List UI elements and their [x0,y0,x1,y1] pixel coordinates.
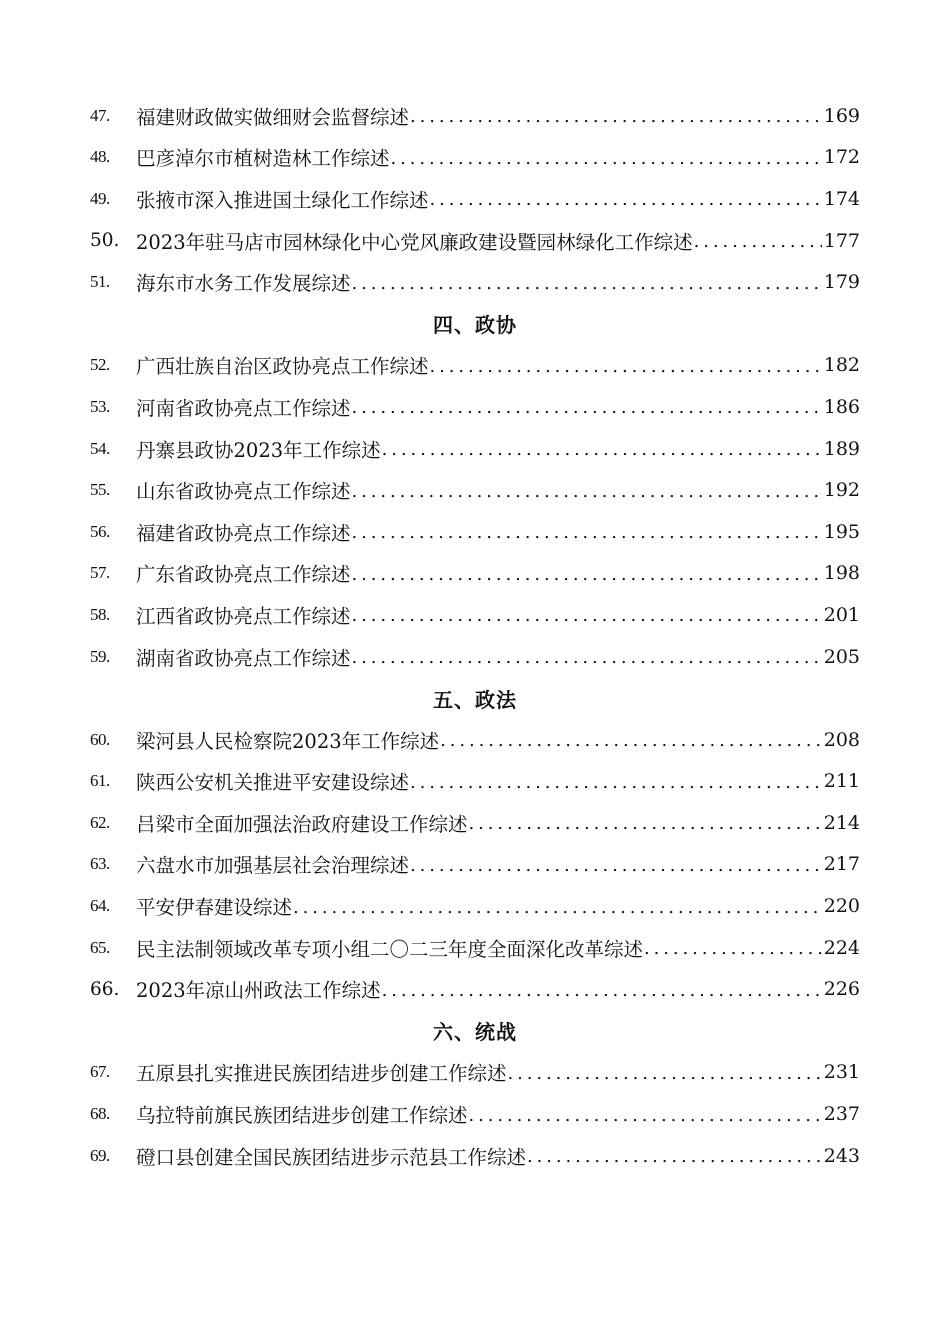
entry-page-number: 169 [823,104,860,127]
entry-number: 53. [90,396,110,416]
entry-number: 49. [90,188,110,208]
entry-page-number: 182 [823,354,860,377]
toc-entry[interactable] [90,844,860,886]
entry-page-number: 201 [823,603,860,626]
entry-title: 广东省政协亮点工作综述 [136,563,351,587]
entry-title: 湖南省政协亮点工作综述 [136,646,351,670]
dot-leader [527,1146,822,1167]
dot-leader [382,980,822,1001]
section-heading: 六、统战 [433,1020,517,1045]
entry-page-number: 179 [823,271,860,294]
entry-page-number: 224 [823,936,860,959]
entry-number: 52. [90,355,110,375]
toc-entry[interactable] [90,469,860,511]
dot-leader [410,855,822,876]
entry-title: 梁河县人民检察院2023年工作综述 [136,729,440,753]
entry-page-number: 208 [823,728,860,751]
entry-title: 河南省政协亮点工作综述 [136,396,351,420]
entry-title: 2023年凉山州政法工作综述 [136,979,381,1003]
entry-title: 巴彦淖尔市植树造林工作综述 [136,147,390,171]
entry-page-number: 192 [823,479,860,502]
toc-entry[interactable] [90,1135,860,1177]
toc-entry[interactable] [90,594,860,636]
entry-number: 58. [90,604,110,624]
entry-title: 民主法制领域改革专项小组二〇二三年度全面深化改革综述 [136,937,644,961]
toc-entry[interactable] [90,1093,860,1135]
toc-entry[interactable] [90,1052,860,1094]
toc-entry[interactable] [90,220,860,262]
dot-leader [644,938,822,959]
dot-leader [352,564,822,585]
entry-title: 江西省政协亮点工作综述 [136,604,351,628]
toc-entry[interactable] [90,636,860,678]
entry-title: 海东市水务工作发展综述 [136,272,351,296]
entry-title: 山东省政协亮点工作综述 [136,480,351,504]
entry-page-number: 211 [823,770,860,793]
entry-number: 54. [90,438,110,458]
toc-entry[interactable] [90,511,860,553]
entry-page-number: 195 [823,520,860,543]
toc-entry[interactable] [90,345,860,387]
entry-page-number: 177 [823,229,860,252]
entry-number: 61. [90,771,110,791]
toc-entry[interactable] [90,761,860,803]
entry-page-number: 174 [823,187,860,210]
section-heading: 五、政法 [433,687,517,712]
toc-entry[interactable] [90,137,860,179]
entry-title: 五原县扎实推进民族团结进步创建工作综述 [136,1062,507,1086]
entry-title: 平安伊春建设综述 [136,896,293,920]
entry-page-number: 231 [823,1061,860,1084]
entry-number: 59. [90,646,110,666]
section-heading: 四、政协 [433,313,517,338]
entry-page-number: 237 [823,1103,860,1126]
toc-entry[interactable] [90,553,860,595]
entry-page-number: 172 [823,146,860,169]
entry-page-number: 214 [823,811,860,834]
dot-leader [352,647,822,668]
dot-leader [352,522,822,543]
dot-leader [352,273,822,294]
entry-page-number: 243 [823,1144,860,1167]
entry-title: 广西壮族自治区政协亮点工作综述 [136,355,429,379]
entry-title: 丹寨县政协2023年工作综述 [136,438,381,462]
toc-entry[interactable] [90,178,860,220]
entry-number: 48. [90,147,110,167]
dot-leader [352,605,822,626]
entry-number: 63. [90,854,110,874]
table-of-contents [90,95,860,1176]
dot-leader [440,730,822,751]
entry-title: 磴口县创建全国民族团结进步示范县工作综述 [136,1145,527,1169]
toc-entry[interactable] [90,719,860,761]
dot-leader [430,356,822,377]
entry-number: 68. [90,1104,110,1124]
entry-number: 62. [90,812,110,832]
entry-title: 乌拉特前旗民族团结进步创建工作综述 [136,1104,468,1128]
entry-title: 六盘水市加强基层社会治理综述 [136,854,410,878]
toc-entry[interactable] [90,95,860,137]
entry-number: 65. [90,937,110,957]
entry-page-number: 198 [823,562,860,585]
toc-entry[interactable] [90,428,860,470]
dot-leader [508,1063,822,1084]
dot-leader [410,106,822,127]
entry-number: 69. [90,1145,110,1165]
entry-number: 56. [90,521,110,541]
dot-leader [352,397,822,418]
entry-page-number: 189 [823,437,860,460]
entry-title: 2023年驻马店市园林绿化中心党风廉政建设暨园林绿化工作综述 [136,230,693,254]
toc-entry[interactable] [90,968,860,1010]
entry-number: 57. [90,563,110,583]
entry-page-number: 220 [823,895,860,918]
entry-number: 60. [90,729,110,749]
entry-number: 64. [90,896,110,916]
dot-leader [391,148,822,169]
toc-entry[interactable] [90,261,860,303]
dot-leader [469,1105,822,1126]
dot-leader [469,813,822,834]
toc-entry[interactable] [90,927,860,969]
dot-leader [352,481,822,502]
dot-leader [430,189,822,210]
entry-number: 47. [90,105,110,125]
dot-leader [293,897,822,918]
entry-title: 福建财政做实做细财会监督综述 [136,105,410,129]
entry-number: 55. [90,480,110,500]
entry-title: 吕梁市全面加强法治政府建设工作综述 [136,812,468,836]
dot-leader [694,231,822,252]
toc-entry[interactable] [90,802,860,844]
toc-entry[interactable] [90,386,860,428]
entry-page-number: 205 [823,645,860,668]
entry-number: 50. [90,230,120,252]
entry-page-number: 186 [823,395,860,418]
entry-title: 福建省政协亮点工作综述 [136,521,351,545]
entry-title: 张掖市深入推进国土绿化工作综述 [136,188,429,212]
dot-leader [382,439,822,460]
dot-leader [410,772,822,793]
entry-page-number: 226 [823,978,860,1001]
entry-page-number: 217 [823,853,860,876]
entry-number: 66. [90,978,120,1000]
entry-number: 67. [90,1062,110,1082]
toc-entry[interactable] [90,885,860,927]
entry-title: 陕西公安机关推进平安建设综述 [136,771,410,795]
entry-number: 51. [90,272,110,292]
